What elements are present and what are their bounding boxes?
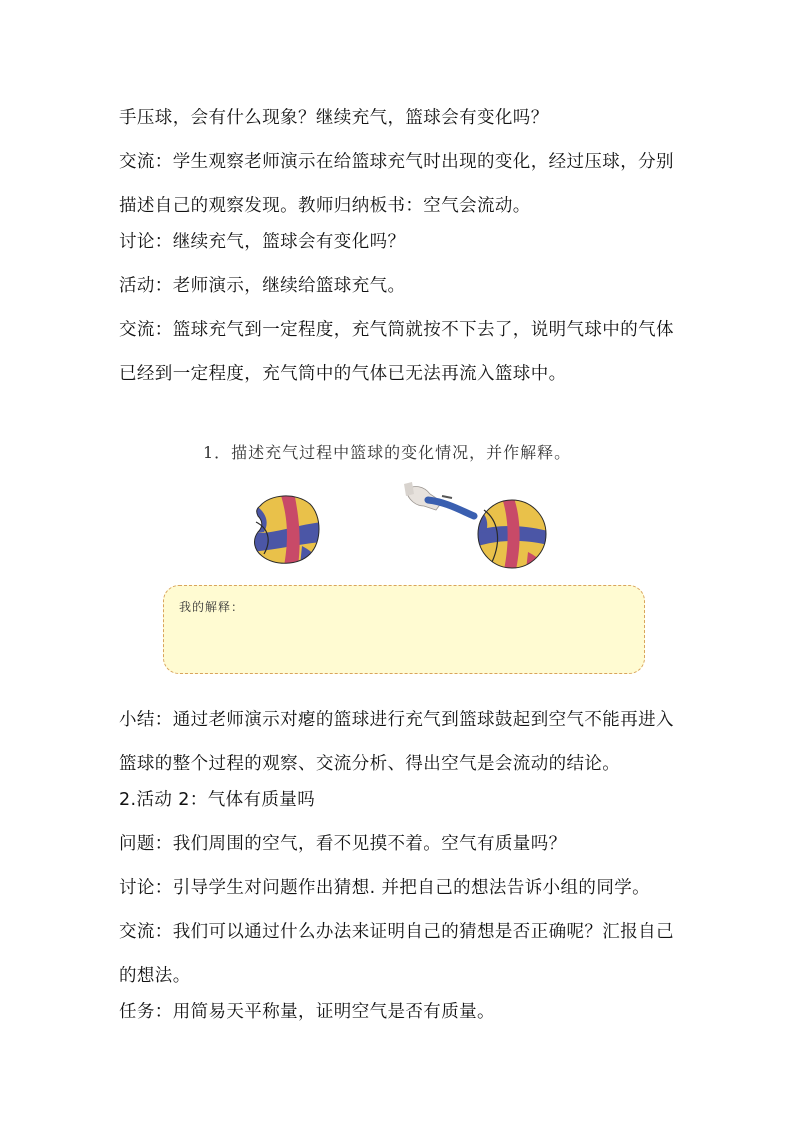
paragraph-discussion-1: 讨论：继续充气，篮球会有变化吗？	[119, 232, 406, 252]
figure-caption: 1．描述充气过程中篮球的变化情况，并作解释。	[203, 443, 572, 462]
paragraph-summary: 小结：通过老师演示对瘪的篮球进行充气到篮球鼓起到空气不能再进入篮球的整个过程的观察、交流分析、得出空气是会流动的结论。	[119, 710, 674, 774]
deflated-basketball-image	[250, 492, 322, 566]
paragraph-activity-2-heading: 2.活动 2：气体有质量吗	[119, 790, 316, 810]
paragraph-exchange-2: 交流：篮球充气到一定程度，充气筒就按不下去了，说明气球中的气体已经到一定程度，充气筒中的气体已无法再流入篮球中。	[119, 320, 674, 384]
paragraph-activity-1: 活动：老师演示，继续给篮球充气。	[119, 276, 406, 296]
paragraph-task: 任务：用简易天平称量，证明空气是否有质量。	[119, 1002, 495, 1022]
inflated-basketball-with-pump-image	[402, 480, 552, 570]
paragraph-press-ball: 手压球，会有什么现象？继续充气，篮球会有变化吗？	[119, 108, 549, 128]
answer-box[interactable]	[163, 585, 645, 674]
paragraph-exchange-3: 交流：我们可以通过什么办法来证明自己的猜想是否正确呢？汇报自己的想法。	[119, 922, 674, 986]
answer-label: 我的解释：	[179, 600, 245, 614]
paragraph-question: 问题：我们周围的空气，看不见摸不着。空气有质量吗？	[119, 834, 567, 854]
paragraph-exchange-1: 交流：学生观察老师演示在给篮球充气时出现的变化，经过压球，分别描述自己的观察发现。教师归纳板书：空气会流动。	[119, 152, 674, 216]
paragraph-discussion-2: 讨论：引导学生对问题作出猜想. 并把自己的想法告诉小组的同学。	[119, 878, 651, 898]
